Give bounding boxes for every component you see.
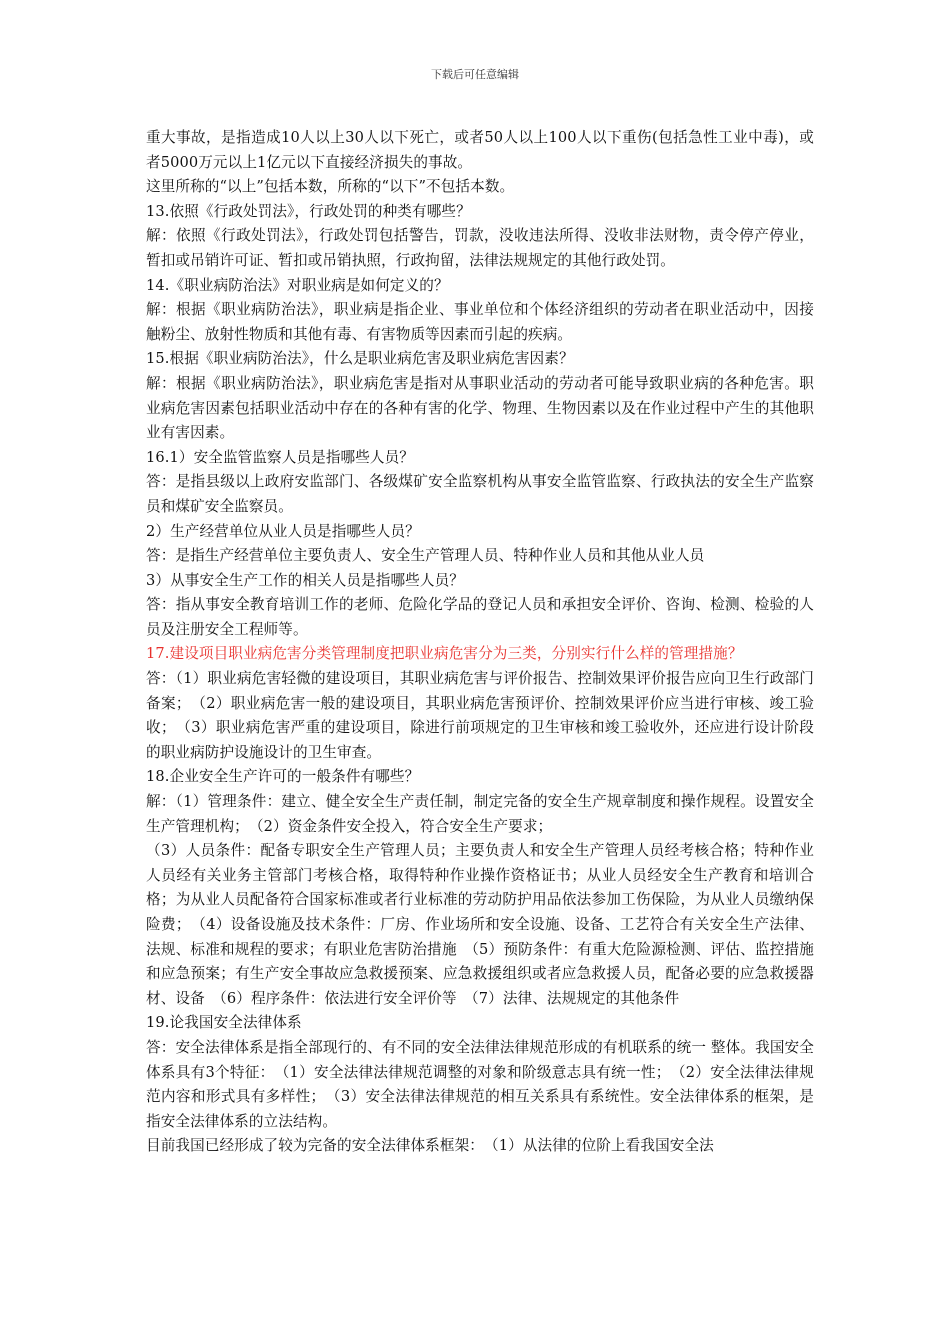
page-header: 下载后可任意编辑 bbox=[431, 68, 519, 81]
answer-18-part1: 解：（1）管理条件：建立、健全安全生产责任制，制定完备的安全生产规章制度和操作规程。设置安全生产管理机构； （2）资金条件安全投入，符合安全生产要求； bbox=[146, 793, 814, 835]
answer-19-continued: 目前我国已经形成了较为完备的安全法律体系框架： （1）从法律的位阶上看我国安全法 bbox=[146, 1137, 714, 1155]
question-16-2: 2）生产经营单位从业人员是指哪些人员？ bbox=[146, 522, 420, 540]
answer-18-part2: （3）人员条件：配备专职安全生产管理人员；主要负责人和安全生产管理人员经考核合格；特种作业人员经有关业务主管部门考核合格，取得特种作业操作资格证书；从业人员经安全生产教育和培训合格；为从业人员配备符合国家标准或者行业标准的劳动防护用品依法参加工伤保险，为从业人员缴纳保险费； （4）设备设施及技术条件：厂房、作业场所和安全设施、设备、工艺符合有关安全生产法律、法规、标准和规程的要求；有职业危害防治措施 （5）预防条件：有重大危险源检测、评估、监控措施和应急预案；有生产安全事故应急救援预案、应急救援组织或者应急救援人员，配备必要的应急救援器材、设备 （6）程序条件：依法进行安全评价等 （7）法律、法规规定的其他条件 bbox=[146, 842, 814, 1007]
question-16-1: 16.1）安全监管监察人员是指哪些人员？ bbox=[146, 448, 414, 466]
answer-16-3: 答：指从事安全教育培训工作的老师、危险化学品的登记人员和承担安全评价、咨询、检测、检验的人员及注册安全工程师等。 bbox=[146, 596, 814, 638]
question-18: 18.企业安全生产许可的一般条件有哪些？ bbox=[146, 768, 420, 786]
question-13: 13.依照《行政处罚法》，行政处罚的种类有哪些？ bbox=[146, 202, 471, 220]
question-15: 15.根据《职业病防治法》，什么是职业病危害及职业病危害因素？ bbox=[146, 350, 574, 368]
document-body bbox=[146, 126, 814, 1159]
answer-15: 解：根据《职业病防治法》，职业病危害是指对从事职业活动的劳动者可能导致职业病的各种危害。职业病危害因素包括职业活动中存在的各种有害的化学、物理、生物因素以及在作业过程中产生的其他职业有害因素。 bbox=[146, 374, 814, 442]
answer-16-2: 答：是指生产经营单位主要负责人、安全生产管理人员、特种作业人员和其他从业人员 bbox=[146, 547, 705, 565]
answer-13: 解：依照《行政处罚法》，行政处罚包括警告，罚款，没收违法所得、没收非法财物，责令停产停业，暂扣或吊销许可证、暂扣或吊销执照，行政拘留，法律法规规定的其他行政处罚。 bbox=[146, 227, 814, 269]
question-14: 14.《职业病防治法》对职业病是如何定义的？ bbox=[146, 276, 449, 294]
question-16-3: 3）从事安全生产工作的相关人员是指哪些人员？ bbox=[146, 571, 464, 589]
answer-14: 解：根据《职业病防治法》，职业病是指企业、事业单位和个体经济组织的劳动者在职业活动中，因接触粉尘、放射性物质和其他有毒、有害物质等因素而引起的疾病。 bbox=[146, 301, 814, 343]
paragraph: 这里所称的“以上”包括本数，所称的“以下”不包括本数。 bbox=[146, 178, 515, 196]
question-17: 17.建设项目职业病危害分类管理制度把职业病危害分为三类，分别实行什么样的管理措施？ bbox=[146, 645, 743, 663]
answer-19: 答：安全法律体系是指全部现行的、有不同的安全法律法律规范形成的有机联系的统一 整体。我国安全体系具有3个特征： （1）安全法律法律规范调整的对象和阶级意志具有统一性； （2）安全法律法律规范内容和形式具有多样性； （3）安全法律法律规范的相互关系具有系统性。安全法律体系的框架，是指安全法律体系的立法结构。 bbox=[146, 1038, 814, 1130]
paragraph: 重大事故，是指造成10人以上30人以下死亡，或者50人以上100人以下重伤(包括急性工业中毒)，或者5000万元以上1亿元以下直接经济损失的事故。 bbox=[146, 129, 814, 171]
question-19: 19.论我国安全法律体系 bbox=[146, 1014, 302, 1032]
answer-17: 答：（1）职业病危害轻微的建设项目，其职业病危害与评价报告、控制效果评价报告应向卫生行政部门备案； （2）职业病危害一般的建设项目，其职业病危害预评价、控制效果评价应当进行审核、竣工验收； （3）职业病危害严重的建设项目，除进行前项规定的卫生审核和竣工验收外，还应进行设计阶段的职业病防护设施设计的卫生审查。 bbox=[146, 670, 814, 761]
answer-16-1: 答：是指县级以上政府安监部门、各级煤矿安全监察机构从事安全监管监察、行政执法的安全生产监察员和煤矿安全监察员。 bbox=[146, 473, 814, 515]
